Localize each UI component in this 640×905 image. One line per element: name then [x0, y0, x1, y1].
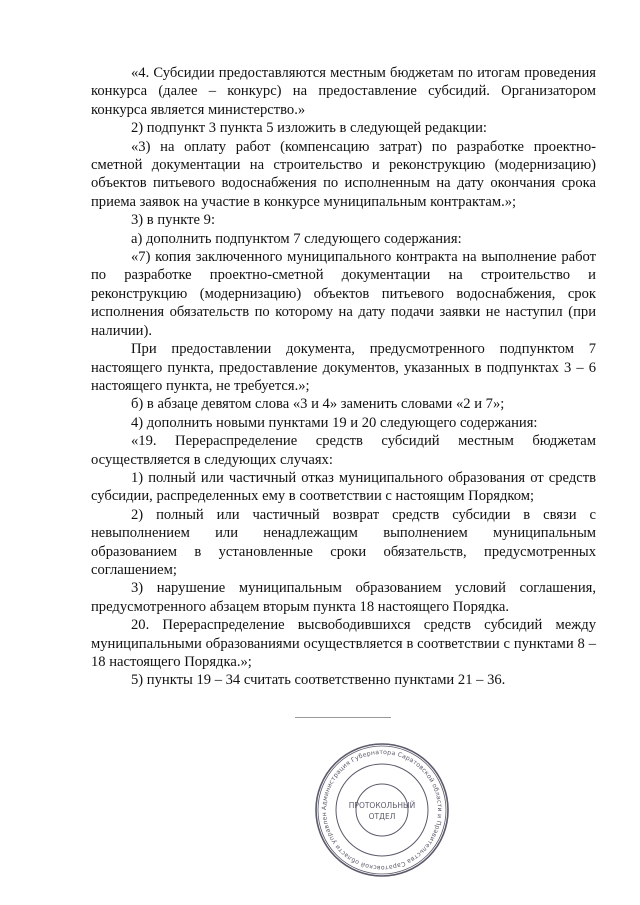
stamp-center-line1: ПРОТОКОЛЬНЫЙ — [348, 801, 416, 810]
stamp-seal — [314, 742, 450, 878]
paragraph: 20. Перераспределение высвободившихся средств субсидий между муниципальными образованиями осуществляется в соответствии с пунктами 8 – 18 настоящего Порядка.»; — [91, 617, 596, 670]
paragraph: а) дополнить подпунктом 7 следующего содержания: — [131, 230, 462, 247]
paragraph: «19. Перераспределение средств субсидий местным бюджетам осуществляется в следующих случаях: — [91, 433, 596, 468]
paragraph: «4. Субсидии предоставляются местным бюджетам по итогам проведения конкурса (далее – конкурс) на предоставление субсидий. Организатором конкурса является министерство.» — [91, 65, 596, 118]
stamp-center-ring — [356, 784, 408, 836]
paragraph: 3) нарушение муниципальным образованием условий соглашения, предусмотренного абзацем вторым пункта 18 настоящего Порядка. — [91, 580, 596, 615]
document-body — [91, 64, 596, 690]
paragraph: 2) подпункт 3 пункта 5 изложить в следующей редакции: — [131, 120, 487, 137]
paragraph: «7) копия заключенного муниципального контракта на выполнение работ по разработке проектно-сметной документации на строительство и реконструкцию (модернизацию) объектов питьевого водоснабжения, срок исполнения обязательств по которому на дату подачи заявки не наступил (при наличии). — [91, 249, 596, 339]
stamp-center-line2: ОТДЕЛ — [368, 812, 396, 821]
paragraph: «3) на оплату работ (компенсацию затрат) по разработке проектно-сметной документации на строительство и реконструкцию (модернизацию) объектов питьевого водоснабжения по исполненным на дату окончания срока приема заявок на участие в конкурсе муниципальным контрактам.»; — [91, 138, 596, 210]
stamp-inner-ring-1 — [318, 746, 446, 874]
stamp-outer-text: Администрация Губернатора Саратовской области и Правительства Саратовской области управлен — [320, 748, 444, 872]
paragraph: б) в абзаце девятом слова «3 и 4» заменить словами «2 и 7»; — [131, 396, 505, 413]
paragraph: 1) полный или частичный отказ муниципального образования от средств субсидии, распределенных ему в соответствии с настоящим Порядком; — [91, 469, 596, 505]
stamp-inner-ring-2 — [336, 764, 428, 856]
paragraph: 2) полный или частичный возврат средств субсидии в связи с невыполнением или ненадлежащим выполнением муниципальным образованием в установленные сроки обязательств, предусмотренных соглашением; — [91, 506, 596, 578]
official-stamp — [314, 742, 450, 878]
end-divider — [295, 717, 391, 718]
paragraph: 3) в пункте 9: — [131, 212, 216, 229]
paragraph: 4) дополнить новыми пунктами 19 и 20 следующего содержания: — [131, 414, 538, 431]
paragraph: 5) пункты 19 – 34 считать соответственно пунктами 21 – 36. — [131, 672, 506, 689]
paragraph: При предоставлении документа, предусмотренного подпунктом 7 настоящего пункта, предоставление документов, указанных в подпунктах 3 – 6 настоящего пункта, не требуется.»; — [91, 341, 596, 394]
